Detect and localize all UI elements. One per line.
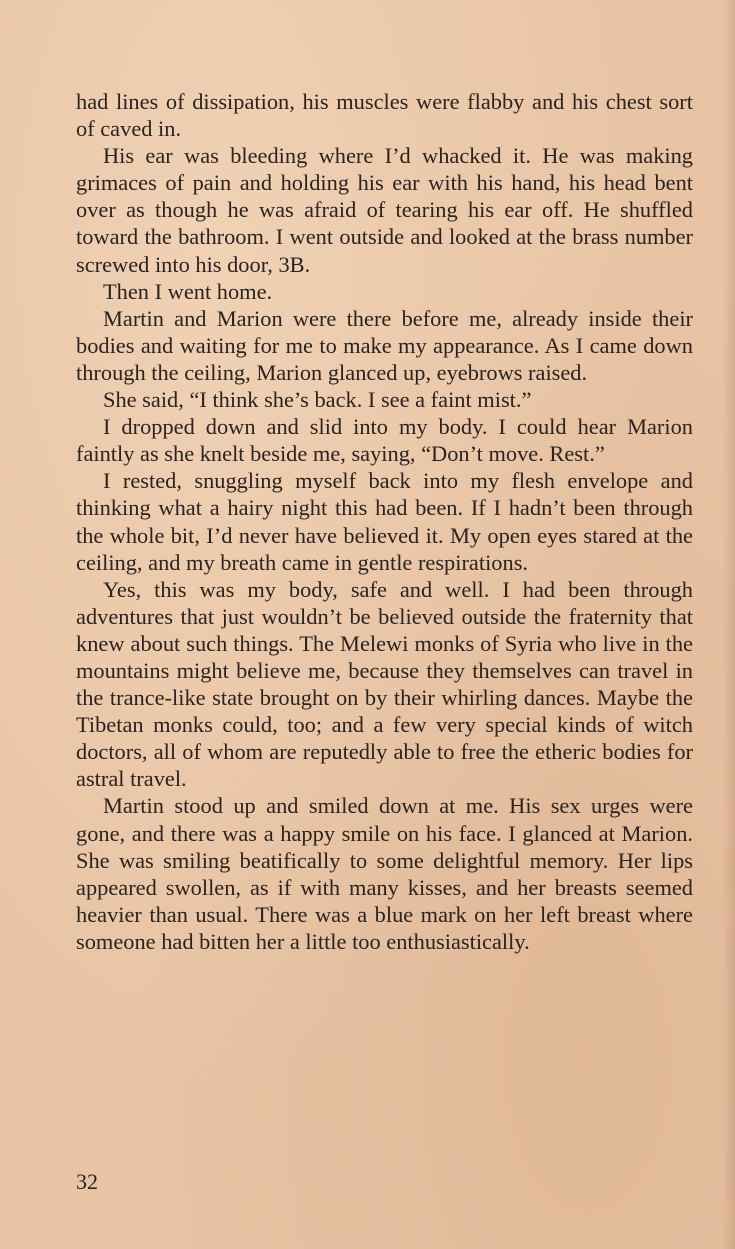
paragraph: His ear was bleeding where I’d whacked it. He was making grimaces of pain and holding his ear with his hand, his head bent over as though he was afraid of tearing his ear off. He shuffled toward the bathroom. I went outside and looked at the brass number screwed into his door, 3B. <box>76 143 693 277</box>
paragraph: I dropped down and slid into my body. I could hear Marion faintly as she knelt beside me, saying, “Don’t move. Rest.” <box>76 414 693 467</box>
paragraph: I rested, snuggling myself back into my flesh envelope and thinking what a hairy night this had been. If I hadn’t been through the whole bit, I’d never have believed it. My open eyes stared at the ceiling, and my breath came in gentle respirations. <box>76 468 693 575</box>
paragraph: She said, “I think she’s back. I see a faint mist.” <box>103 387 532 413</box>
paragraph: Yes, this was my body, safe and well. I had been through adventures that just wouldn’t be believed outside the fraternity that knew about such things. The Melewi monks of Syria who live in the mountains might believe me, because they themselves can travel in the trance-like state brought on by their whirling dances. Maybe the Tibetan monks could, too; and a few very special kinds of witch doctors, all of whom are reputedly able to free the etheric bodies for astral travel. <box>76 576 693 792</box>
paragraph: Martin and Marion were there before me, already inside their bodies and waiting for me to make my appearance. As I came down through the ceiling, Marion glanced up, eyebrows raised. <box>76 305 693 385</box>
page-number: 32 <box>76 1169 98 1194</box>
paragraph: had lines of dissipation, his muscles were flabby and his chest sort of caved in. <box>76 89 693 142</box>
paragraph: Martin stood up and smiled down at me. His sex urges were gone, and there was a happy smile on his face. I glanced at Marion. She was smiling beatifically to some delightful memory. Her lips appeared swollen, as if with many kisses, and her breasts seemed heavier than usual. There was a blue mark on her left breast where someone had bitten her a little too enthusiastically. <box>76 793 693 954</box>
page-edge-shadow <box>723 0 735 1249</box>
body-text <box>76 88 693 955</box>
paragraph: Then I went home. <box>103 278 273 304</box>
